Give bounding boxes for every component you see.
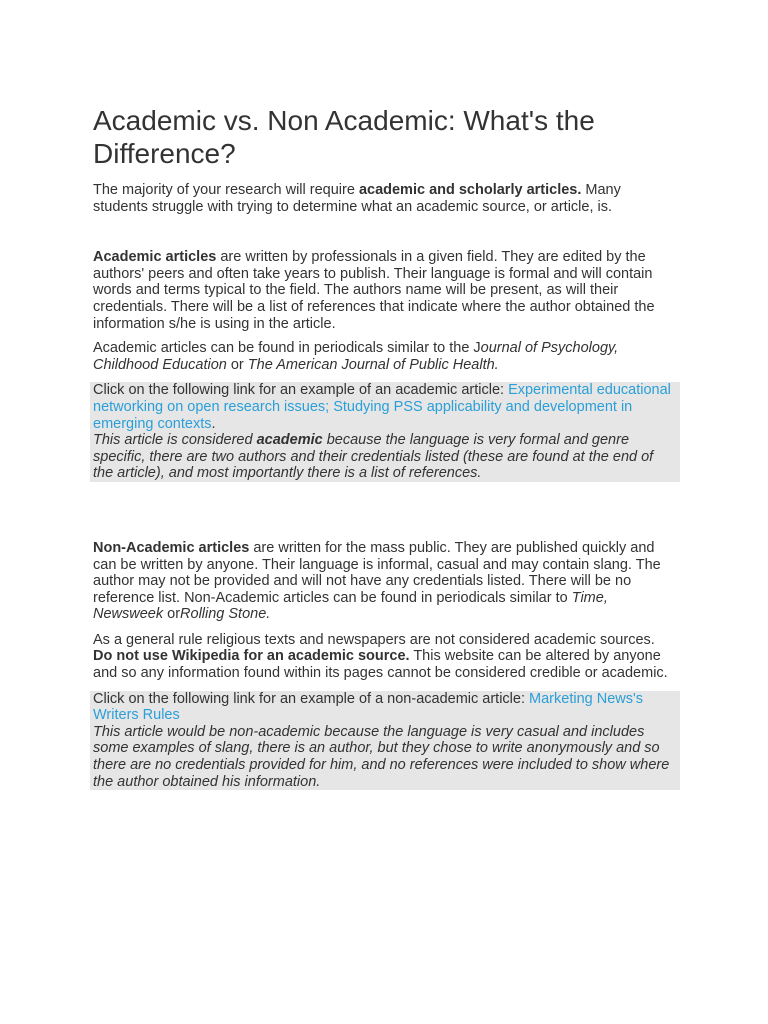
nonacademic-example-prompt	[93, 691, 677, 724]
nonacademic-definition	[93, 540, 677, 623]
academic-example-prompt-text: Click on the following link for an example of an academic article:	[93, 382, 509, 399]
academic-note-1: This article is considered	[93, 432, 257, 449]
intro-paragraph	[93, 182, 677, 215]
intro-text-1: The majority of your research will require	[93, 182, 359, 198]
intro-text-2: Many students struggle with trying to determine what an academic source, or article, is.	[93, 182, 621, 215]
periodical-1: ournal of Psychology, Childhood Education	[93, 340, 619, 373]
academic-periodicals-text: Academic articles can be found in periodicals similar to the J	[93, 340, 481, 357]
nonacademic-example-prompt-text: Click on the following link for an example of a non-academic article:	[93, 690, 530, 707]
nonacademic-or: or	[163, 606, 181, 623]
nonacademic-periodicals: Time, Newsweek	[93, 589, 608, 623]
general-rule-paragraph	[93, 632, 677, 682]
academic-definition	[93, 249, 677, 332]
nonacademic-note: This article would be non-academic because the language is very casual and includes some examples of slang, there is an author, but they chose to write anonymously and so there are no credentials provided for him, and no references were included to show where the author obtained his information.	[93, 723, 670, 790]
document-page	[93, 104, 677, 790]
periodical-or: or	[226, 356, 248, 373]
academic-example-note	[93, 432, 677, 482]
academic-note-bold: academic	[256, 432, 323, 449]
nonacademic-example-note	[93, 724, 677, 790]
nonacademic-body: are written for the mass public. They are published quickly and can be written by anyone. Their language is informal, casual and may contain slang. The author may not be provided and will not have any credentials listed. There will be no reference list. Non-Academic articles can be found in periodicals similar to	[93, 539, 661, 606]
nonacademic-example-link[interactable]: Marketing News's Writers Rules	[93, 690, 643, 724]
nonacademic-example-box	[90, 691, 680, 791]
academic-lead: Academic articles	[93, 249, 217, 266]
page-title: Academic vs. Non Academic: What's the Difference?	[93, 105, 595, 169]
academic-example-period: .	[211, 415, 216, 432]
rule-bold: Do not use Wikipedia for an academic source.	[93, 648, 410, 665]
academic-body: are written by professionals in a given field. They are edited by the authors' peers and often take years to publish. Their language is formal and will contain words and terms typical to the field. The authors name will be present, as will their credentials. There will be a list of references that indicate where the author obtained the information s/he is using in the article.	[93, 249, 655, 332]
rule-text-2: This website can be altered by anyone and so any information found within its pages cannot be considered credible or academic.	[93, 648, 668, 682]
nonacademic-periodical-3: Rolling Stone.	[180, 606, 271, 623]
academic-example-box	[90, 382, 680, 482]
periodical-2: The American Journal of Public Health.	[247, 356, 499, 373]
academic-periodicals	[93, 340, 677, 373]
academic-example-link[interactable]: Experimental educational networking on open research issues; Studying PSS applicability and development in emerging contexts	[93, 382, 671, 432]
nonacademic-lead: Non-Academic articles	[93, 539, 250, 556]
academic-note-2: because the language is very formal and genre specific, there are two authors and their credentials listed (these are found at the end of the article), and most importantly there is a list of references.	[93, 432, 654, 482]
rule-text-1: As a general rule religious texts and newspapers are not considered academic sources.	[93, 631, 655, 648]
intro-bold: academic and scholarly articles.	[358, 182, 582, 198]
academic-example-prompt	[93, 382, 677, 432]
